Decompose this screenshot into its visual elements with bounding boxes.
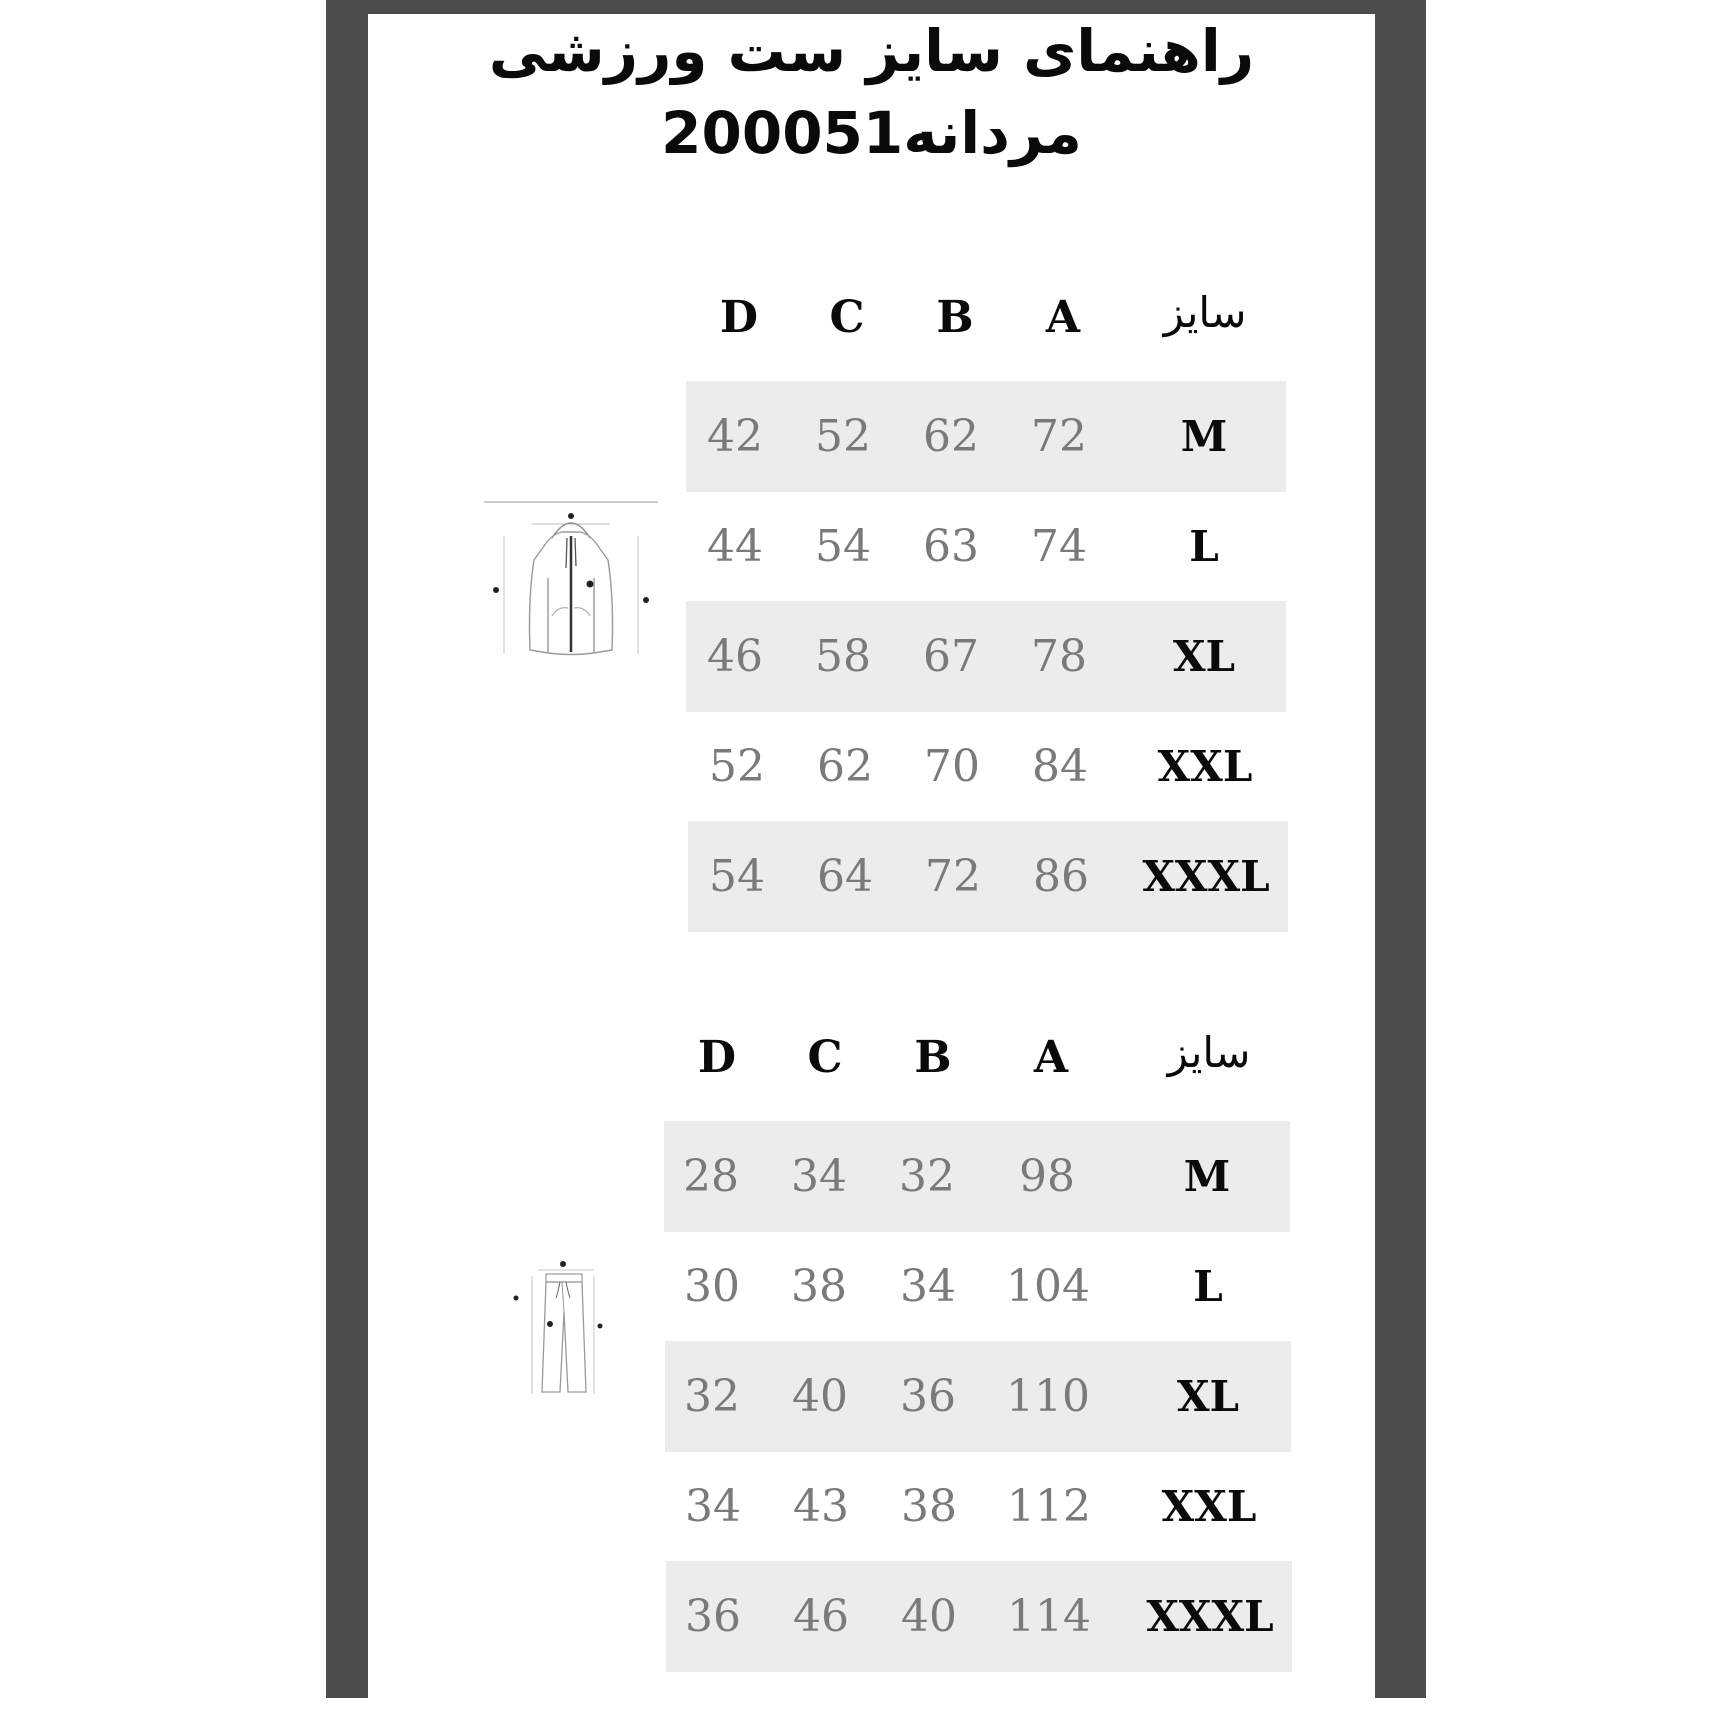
cell-a: 84 <box>1032 741 1088 792</box>
cell-c: 54 <box>815 521 871 572</box>
cell-a: 74 <box>1031 521 1087 572</box>
header-size: سایز <box>1167 1028 1251 1077</box>
table-row <box>665 1341 1291 1452</box>
table-row <box>686 711 1286 822</box>
cell-size: XXXL <box>1146 1592 1274 1641</box>
cell-size: L <box>1189 522 1219 571</box>
cell-b: 67 <box>923 631 979 682</box>
cell-d: 44 <box>707 521 763 572</box>
cell-b: 63 <box>923 521 979 572</box>
table-row <box>686 381 1286 492</box>
cell-d: 42 <box>707 411 763 462</box>
table-row <box>665 1451 1291 1562</box>
cell-d: 28 <box>683 1151 739 1202</box>
cell-a: 72 <box>1031 411 1087 462</box>
cell-d: 46 <box>707 631 763 682</box>
cell-a: 78 <box>1031 631 1087 682</box>
header-d: D <box>697 1032 737 1083</box>
cell-d: 54 <box>709 851 765 902</box>
cell-c: 38 <box>791 1261 847 1312</box>
cell-a: 104 <box>1006 1261 1090 1312</box>
cell-d: 32 <box>684 1371 740 1422</box>
cell-size: XXXL <box>1142 852 1270 901</box>
cell-a: 110 <box>1006 1371 1090 1422</box>
cell-c: 62 <box>817 741 873 792</box>
table-row <box>686 491 1286 602</box>
cell-a: 86 <box>1033 851 1089 902</box>
page-title-line-1: راهنمای سایز ست ورزشی <box>488 17 1255 85</box>
cell-size: XXL <box>1157 742 1253 791</box>
cell-size: XL <box>1172 632 1236 681</box>
cell-size: M <box>1183 1152 1231 1201</box>
table-row <box>664 1121 1290 1232</box>
cell-a: 114 <box>1007 1591 1091 1642</box>
cell-size: L <box>1193 1262 1223 1311</box>
cell-d: 34 <box>685 1481 741 1532</box>
cell-b: 70 <box>924 741 980 792</box>
cell-size: M <box>1180 412 1228 461</box>
header-b: B <box>936 292 974 343</box>
cell-size: XL <box>1176 1372 1240 1421</box>
header-c: C <box>829 292 865 343</box>
cell-b: 38 <box>901 1481 957 1532</box>
header-c: C <box>807 1032 843 1083</box>
cell-c: 34 <box>791 1151 847 1202</box>
header-b: B <box>914 1032 952 1083</box>
cell-size: XXL <box>1161 1482 1257 1531</box>
cell-c: 58 <box>815 631 871 682</box>
cell-c: 64 <box>817 851 873 902</box>
cell-a: 112 <box>1007 1481 1091 1532</box>
cell-c: 52 <box>815 411 871 462</box>
cell-b: 40 <box>901 1591 957 1642</box>
cell-b: 32 <box>899 1151 955 1202</box>
header-a: A <box>1045 292 1081 343</box>
sweatpants-icon <box>508 1256 608 1398</box>
table-row <box>664 1231 1290 1342</box>
header-a: A <box>1033 1032 1069 1083</box>
page-title-line-2: مردانه200051 <box>661 99 1082 167</box>
header-d: D <box>719 292 759 343</box>
cell-c: 43 <box>793 1481 849 1532</box>
cell-d: 52 <box>709 741 765 792</box>
cell-b: 72 <box>925 851 981 902</box>
table-row <box>686 601 1286 712</box>
cell-b: 36 <box>900 1371 956 1422</box>
cell-b: 62 <box>923 411 979 462</box>
cell-b: 34 <box>900 1261 956 1312</box>
cell-c: 46 <box>793 1591 849 1642</box>
table-row <box>666 1561 1292 1672</box>
header-size: سایز <box>1163 288 1247 337</box>
table-row <box>688 821 1288 932</box>
cell-a: 98 <box>1019 1151 1075 1202</box>
hoodie-jacket-icon <box>482 498 660 660</box>
cell-d: 36 <box>685 1591 741 1642</box>
cell-d: 30 <box>684 1261 740 1312</box>
cell-c: 40 <box>792 1371 848 1422</box>
